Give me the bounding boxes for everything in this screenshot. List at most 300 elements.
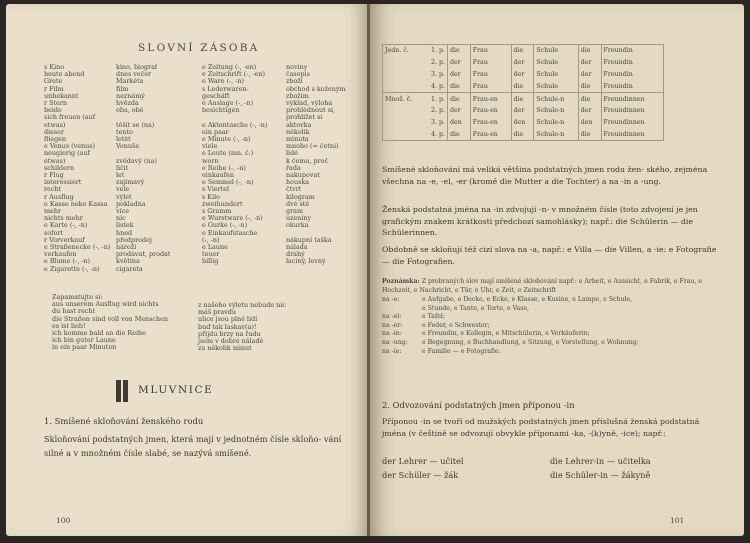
vocab-row [202,64,362,71]
vocab-row [202,251,362,258]
phrase-czech: ulice jsou plné lidí [198,315,258,324]
vocab-czech: letět [116,136,131,144]
vocab-german: e Zigarette (-, -n) [44,265,100,273]
vocab-czech: prohlédnout si, [286,107,336,115]
vocab-german: zweihundert [202,200,243,208]
vocab-czech: časopis [286,71,310,79]
vocab-row [202,129,362,136]
vocab-czech: těšit se (na) [116,121,155,129]
vocab-row [202,230,362,237]
vocab-german: verkaufen [44,251,77,259]
word-pairs-left [382,454,463,482]
table-cell: der [578,105,601,117]
vocab-german: r Ausflug [44,193,74,201]
vocab-row [202,114,362,121]
phrases-german [52,294,192,352]
vocab-czech: čtvrt [286,186,302,194]
vocab-czech: let [116,172,125,180]
vocab-german: nichts mehr [44,215,83,223]
table-cell: den [578,117,601,129]
vocab-czech: kino, biograf [116,64,158,71]
example-ending: na -er: [382,321,403,329]
vocab-german: e Ware (-, -n) [202,78,244,86]
vocab-german: schildern [44,164,75,172]
vocab-row [202,222,362,229]
table-cell: Schule [534,57,578,69]
table-cell: der [448,105,471,117]
vocab-german: r Vorverkauf [44,236,85,244]
table-cell: Freundin [601,69,663,81]
vocab-german: e Venus (venus) [44,143,96,151]
vocab-german: s Kilo [202,193,221,201]
vocab-german: worn [202,157,219,165]
vocab-german: r Flug [44,172,64,180]
vocab-czech: film [116,85,129,93]
grammar-heading: MLUVNICE [138,384,214,396]
vocab-czech: dnes večer [116,71,152,79]
vocab-german: s Gramm [202,208,232,216]
table-cell [383,57,422,69]
example-ending: na -in: [382,330,402,338]
vocab-row [202,86,362,93]
phrase-czech: z našeho výletu nebude nic [198,301,286,309]
vocab-row [44,215,194,222]
paragraph-2: Ženská podstatná jména na -in zdvojují -n- v množném čísle (toto zdvojení je jen grafickým znakem krátkosti předchozí samohlásky); např.: die Schülerin — die Schülerinnen. [382,205,698,237]
example-words: e Stunde, e Tante, e Torte, e Vase, [422,304,529,312]
vocab-row [44,194,194,201]
vocab-czech: gram [286,208,304,216]
note [382,278,722,295]
vocab-czech: minuta [286,136,309,144]
vocab-german: mehr [44,208,62,216]
vocab-czech: hned [116,229,133,237]
example-words: e Aufgabe, e Decke, e Ecke, e Klasse, e Kusine, e Lampe, e Schule, [422,296,633,303]
vocab-czech: houska [286,179,310,187]
table-cell: Schule-n [534,105,578,117]
vocab-german: neugierig (auf [44,150,90,158]
vocab-czech: laciný, levný [286,258,326,266]
table-cell: Jedn. č. [385,47,409,55]
vocab-german: e Auslage (-, -n) [202,100,254,108]
vocab-row [44,258,194,265]
vocab-german: e Karte (-, -n) [44,222,88,230]
vocab-czech: hvězda [116,100,139,108]
vocab-row [202,150,362,157]
vocab-czech: řada [286,164,301,172]
phrase-czech: přijdu brzy na řadu [198,329,261,338]
example-row [382,322,722,331]
vocab-german: interessiert [44,179,82,187]
vocab-row [202,71,362,78]
example-row [382,348,722,357]
vocab-czech: více [116,208,130,216]
phrase-german: aus unserem Ausflug wird nichts [52,300,159,309]
vocab-german: etwas) [44,121,66,129]
vocab-german: billig [202,258,219,266]
vocab-czech: dvě stě [286,200,310,208]
vocab-german: e Blume (-, -n) [44,258,91,266]
vocab-german: besichtigen [202,107,240,115]
table-row [383,93,664,105]
phrases-title: Zapamatujte si: [52,293,103,301]
vocab-german: einkaufen [202,172,235,180]
vocab-row [44,237,194,244]
vocab-german: e Wurstware (-, -n) [202,215,263,223]
table-cell: die [448,80,471,92]
example-ending [382,305,422,314]
page-number-right: 101 [670,516,685,525]
subsection-2-title: 2. Odvozování podstatných jmen příponou -in [382,400,575,410]
vocabulary-heading: SLOVNÍ ZÁSOBA [138,42,260,54]
vocab-row [202,201,362,208]
vocab-german: e Reihe (-, -n) [202,164,246,172]
table-cell: der [448,69,471,81]
vocab-czech: předprodej [116,236,152,244]
vocab-german: recht [44,186,62,194]
vocab-czech: nálada [286,244,308,252]
table-cell: Freundin [601,45,663,57]
table-cell: Množ. č. [383,93,422,105]
vocab-czech: Venuše [116,143,140,151]
vocab-german: geschäft [202,92,230,100]
section-marker-icon [116,380,128,402]
vocab-german: viele [202,143,218,151]
vocab-row [44,244,194,251]
example-row [382,296,722,305]
vocab-czech: zbožím [286,92,309,100]
vocab-czech: vele [116,186,130,194]
vocab-german: r Film [44,85,64,93]
vocab-czech: kilogram [286,193,315,201]
vocab-row [44,64,194,71]
table-cell: 2. p. [430,59,445,67]
left-page [6,4,370,536]
vocab-row [202,172,362,179]
table-cell: die [448,93,471,105]
vocab-german: unbekannt [44,92,79,100]
table-cell: Frau [470,45,511,57]
table-cell: die [511,45,534,57]
example-ending: na -e: [382,296,400,303]
vocab-german: sofort [44,229,63,237]
note-text: Z probraných slov mají smíšené skloňování např.: e Arbeit, e Aussicht, e Fabrik, e Frau, e Hochzeit, e Nachricht, e Tür, e Uhr, e Zeit, e Zeitschrift [382,278,703,294]
table-cell: 4. p. [430,130,445,138]
vocab-row [44,150,194,157]
vocab-german: teuer [202,251,220,259]
vocab-czech: noviny [286,64,308,71]
paragraph-4: Příponou -in se tvoří od mužských podstatných jmen příslušná ženská podstatná jména (v češtině se odvozují obvykle příponami -ka, -(k)yně, -ice); např.: [382,417,700,438]
vocab-german: s Kino [44,64,65,71]
vocab-czech: zajímavý [116,179,145,187]
page-number-left: 100 [56,516,71,525]
open-book [6,4,744,536]
word-pair-masculine: der Lehrer — učitel [382,456,464,466]
vocab-row [44,222,194,229]
vocab-row [202,237,362,244]
table-cell: 1. p. [421,93,448,105]
vocab-row [44,201,194,208]
phrase-czech: za několik minut [198,344,252,353]
vocab-german: e Einkaufstasche [202,229,258,237]
example-words: e Feder, e Schwester; [422,321,490,329]
vocab-row [202,194,362,201]
vocab-row [44,78,194,85]
table-row [383,45,664,57]
right-page [370,4,744,536]
table-cell: den [448,117,471,129]
example-row [382,313,722,322]
subsection-title: 1. Smíšené skloňování ženského rodu [44,416,204,426]
vocab-row [202,165,362,172]
example-words: e Begegnung, e Buchhandlung, e Sitzung, e Vorstellung, e Wohnung; [422,338,639,346]
vocab-german: Grete [44,78,63,86]
table-cell: die [448,45,471,57]
vocab-german: dieser [44,128,65,136]
word-pair-feminine: die Schüler-in — žákyně [550,470,651,480]
phrase-german: die Straßen sind voll von Menschen [52,314,169,323]
table-cell: der [511,105,534,117]
vocab-german: e Kasse neko Kassa [44,200,108,208]
table-row [383,117,664,129]
vocab-row [44,165,194,172]
vocab-row [44,100,194,107]
example-words: e Freundin, e Kollegin, e Mitschülerin, e Verkäuferin; [422,330,590,338]
table-cell: der [511,57,534,69]
table-cell: Freundinnen [601,105,663,117]
vocab-row [44,251,194,258]
vocab-czech: k čemu, proč [286,157,329,165]
table-cell: Schule [534,45,578,57]
table-cell [383,80,422,92]
phrases-czech [198,302,348,352]
phrase-german: es ist lieb! [52,321,86,330]
example-words: e Tafel; [422,313,445,321]
vocab-row [44,114,194,121]
vocab-row [44,266,194,273]
vocab-czech: Markéta [116,78,144,86]
vocab-german: e Minute (-, -n) [202,136,251,144]
vocab-czech: okurka [286,222,309,230]
vocabulary-column-2 [202,64,362,266]
table-cell: Freundinnen [601,117,663,129]
example-row [382,305,722,314]
table-cell: Frau [470,69,511,81]
vocab-german: e Zeitung (-, -en) [202,64,257,71]
table-cell: Schule-n [534,117,578,129]
vocab-czech: lístek [116,222,134,230]
example-words: e Familie — e Fotografie. [422,347,501,355]
table-cell: den [511,117,534,129]
table-cell: Schule [534,80,578,92]
vocab-row [202,215,362,222]
example-row [382,330,722,339]
vocab-german: etwas) [44,157,66,165]
vocab-german: (-, -n) [202,236,220,244]
vocab-czech: nic [116,215,126,223]
table-cell: Schule [534,69,578,81]
table-cell [383,117,422,129]
vocab-row [44,107,194,114]
vocab-german: e Zeitschrift (-, -en) [202,71,265,79]
table-cell: Frau-en [470,117,511,129]
table-cell: Frau-en [470,105,511,117]
vocab-row [202,179,362,186]
vocab-row [202,78,362,85]
example-ending: na -ung: [382,338,408,346]
table-row [383,57,664,69]
vocab-czech: nákupní taška [286,236,332,244]
table-cell: 2. p. [430,107,445,115]
word-pair-masculine: der Schüler — žák [382,470,459,480]
table-cell [383,129,422,141]
vocab-german: beide [44,107,62,115]
vocab-german: e Aktentasche (-, -n) [202,121,268,129]
table-cell: der [578,57,601,69]
phrase-german: ich bin guter Laune [52,336,116,345]
table-cell [383,105,422,117]
vocab-czech: prodávat, prodat [116,251,171,259]
vocab-row [44,122,194,129]
table-cell: Schule-n [534,129,578,141]
vocab-row [44,172,194,179]
table-row [383,129,664,141]
vocab-czech: výlet [116,193,132,201]
vocab-czech: pokladna [116,200,146,208]
vocab-row [202,107,362,114]
vocab-german: r Stern [44,100,67,108]
vocab-row [44,71,194,78]
word-pair-feminine: die Lehrer-in — učitelka [550,456,651,466]
phrase-german: ich komme bald an die Reihe [52,329,146,338]
vocab-row [202,93,362,100]
table-row [383,80,664,92]
vocab-german: s Lederwaren- [202,85,249,93]
vocab-german: e Gurke (-, -n) [202,222,248,230]
vocab-row [44,208,194,215]
vocabulary-column-1 [44,64,194,273]
table-cell: die [511,93,534,105]
vocab-german: e Laune [202,244,228,252]
vocab-german: heute abend [44,71,85,79]
table-cell: die [448,129,471,141]
paragraph-3: Obdobně se skloňují též cizí slova na -a, např.: e Villa — die Villen, a -ie: e Fotografie — die Fotografien. [382,245,717,266]
vocab-czech: neznámý [116,92,145,100]
vocab-row [44,93,194,100]
table-cell: 1. p. [430,47,445,55]
vocab-czech: prohlížet si [286,114,323,122]
table-cell: die [511,80,534,92]
vocab-row [44,179,194,186]
vocab-czech: nakupovat [286,172,320,180]
table-cell: die [578,129,601,141]
vocab-row [202,100,362,107]
table-cell: der [578,69,601,81]
vocab-german [202,114,286,121]
vocab-german: fliegen [44,136,67,144]
vocab-row [44,143,194,150]
vocab-row [44,129,194,136]
vocab-german: e Leute (mn. č.) [202,150,254,158]
vocab-czech: několik [286,128,310,136]
example-row [382,339,722,348]
paragraph-1: Smíšené skloňování má veliká většina podstatných jmen rodu žen- ského, zejména všechna na -e, -el, -er (kromě die Mutter a die Tochter) a na -in a -ung. [382,165,708,186]
phrase-czech: buď tak laskav(a)! [198,322,257,331]
vocab-czech: aktovka [286,121,312,129]
table-cell: die [578,45,601,57]
vocab-czech: líčit [116,164,129,172]
table-cell: Frau [470,57,511,69]
vocab-czech: oba, obě [116,107,144,115]
phrase-czech: máš pravdu [198,308,236,317]
vocab-german: ein paar [202,128,229,136]
table-cell: Freundinnen [601,93,663,105]
vocab-czech: tento [116,128,133,136]
vocab-row [44,230,194,237]
vocab-row [202,208,362,215]
table-cell: der [448,57,471,69]
vocab-czech: nároží [116,244,137,252]
table-cell: Freundin [601,57,663,69]
vocab-german: e Semmel (-, -n) [202,179,254,187]
phrase-german: in ein paar Minuten [52,343,117,352]
example-ending: na -ie: [382,347,402,355]
vocab-czech: lidé [286,150,298,158]
table-row [383,69,664,81]
table-cell: die [511,129,534,141]
table-cell: der [511,69,534,81]
vocab-row [44,86,194,93]
table-cell: die [578,93,601,105]
phrase-german: du hast recht [52,307,96,316]
vocab-czech: zboží [286,78,303,86]
vocab-row [44,136,194,143]
vocab-row [202,158,362,165]
vocab-german: e Straßenecke (-, -n) [44,244,111,252]
vocab-row [202,143,362,150]
table-cell: Schule-n [534,93,578,105]
phrase-czech: jsem v dobré náladě [198,337,264,346]
table-cell: 3. p. [430,70,445,78]
table-cell: Freundin [601,80,663,92]
vocab-german: sich freuen (auf [44,114,96,122]
vocab-german: s Viertel [202,186,230,194]
vocab-czech: obchod s koženým [286,85,346,93]
vocab-row [202,136,362,143]
table-row [383,105,664,117]
vocab-czech: výklad, výloha [286,100,333,108]
note-label: Poznámka: [382,278,420,285]
table-cell: Freundinnen [601,129,663,141]
vocab-row [44,158,194,165]
table-cell: Frau-en [470,93,511,105]
examples-list [382,296,722,356]
table-cell: 4. p. [430,82,445,90]
vocab-row [202,186,362,193]
vocab-czech: květina [116,258,140,266]
table-cell [383,69,422,81]
vocab-row [202,258,362,265]
example-ending: na -el: [382,313,402,321]
vocab-czech: drahý [286,251,305,259]
table-cell: 3. p. [430,119,445,127]
vocab-row [202,122,362,129]
vocab-czech: zvědavý (na) [116,157,157,165]
vocab-row [202,244,362,251]
vocab-row [44,186,194,193]
vocab-czech: cigareta [116,265,143,273]
table-cell: die [578,80,601,92]
body-paragraph: Skloňování podstatných jmen, která mají v jednotném čísle skloňo- vání silné a v množném čísle slabé, se nazývá smíšené. [44,434,342,458]
